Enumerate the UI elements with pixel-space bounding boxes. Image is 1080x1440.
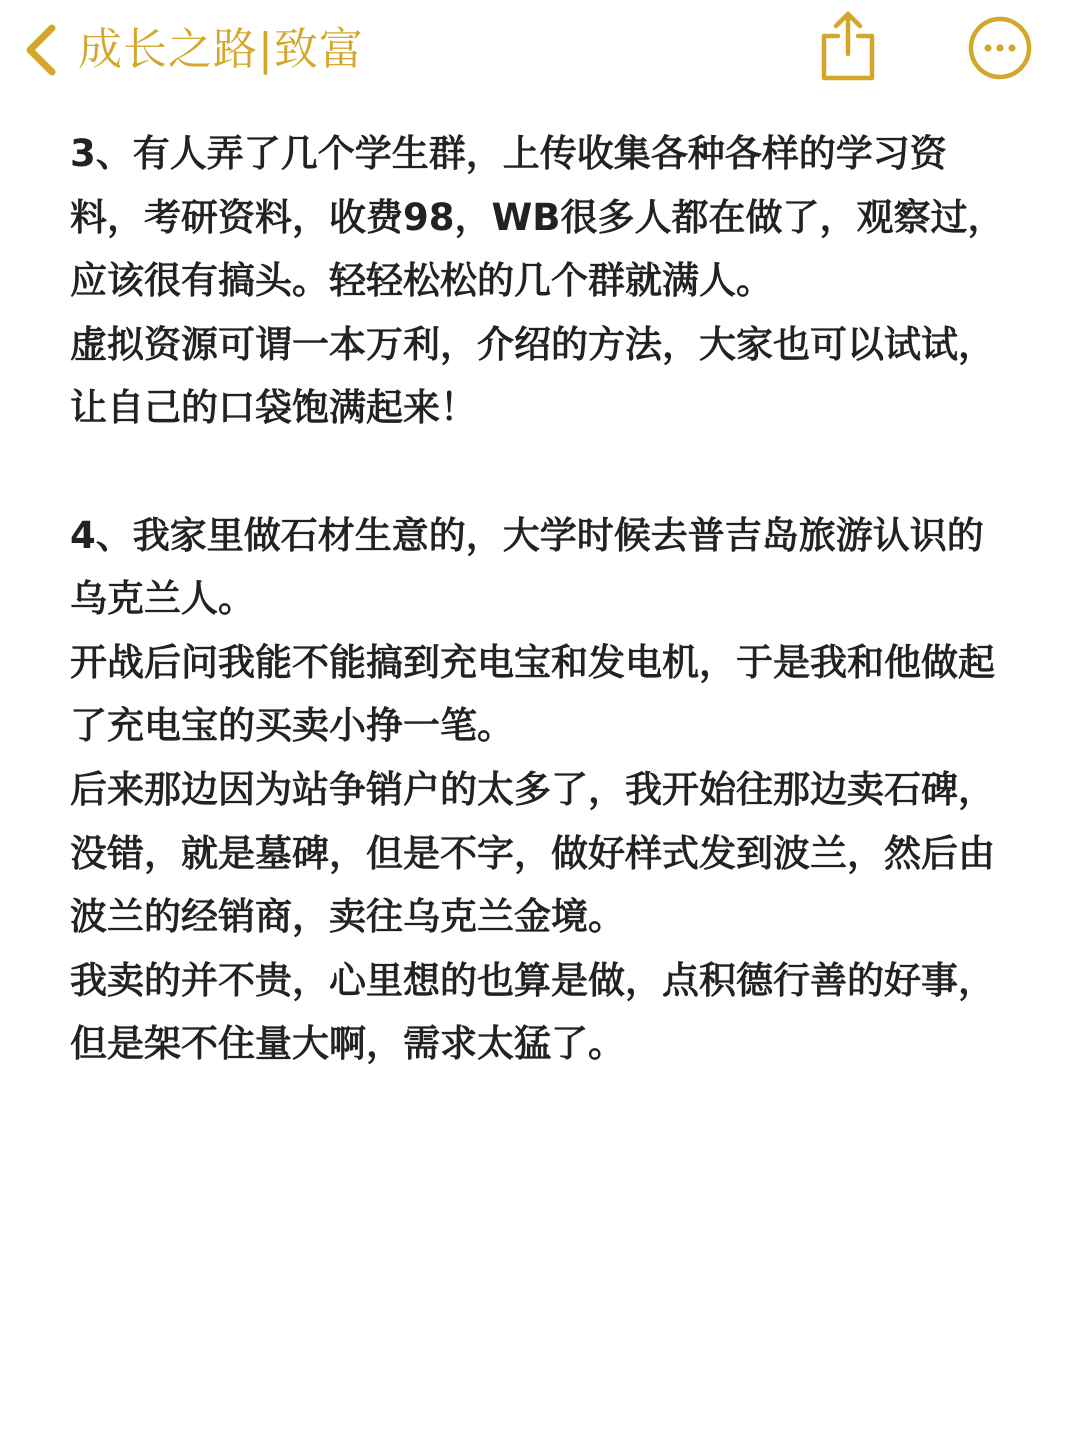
note-title: 成长之路|致富 — [78, 24, 364, 75]
share-icon — [812, 8, 884, 84]
note-body[interactable] — [70, 122, 1020, 1076]
share-button[interactable] — [812, 8, 884, 84]
more-icon — [966, 14, 1034, 82]
paragraph-6: 我卖的并不贵，心里想的也算是做，点积德行善的好事，但是架不住量大啊，需求太猛了。 — [70, 958, 995, 1066]
paragraph-4: 开战后问我能不能搞到充电宝和发电机，于是我和他做起了充电宝的买卖小挣一笔。 — [70, 640, 995, 748]
chevron-left-icon — [18, 20, 64, 80]
paragraph-3: 4、我家里做石材生意的，大学时候去普吉岛旅游认识的乌克兰人。 — [70, 513, 984, 621]
more-button[interactable] — [966, 14, 1034, 82]
back-button[interactable] — [18, 14, 364, 86]
paragraph-5: 后来那边因为站争销户的太多了，我开始往那边卖石碑，没错，就是墓碑，但是不字，做好样式发到波兰，然后由波兰的经销商，卖往乌克兰金境。 — [70, 767, 995, 939]
paragraph-1: 3、有人弄了几个学生群，上传收集各种各样的学习资料，考研资料，收费98，WB很多人都在做了，观察过，应该很有搞头。轻轻松松的几个群就满人。 — [70, 132, 1005, 303]
blank-line — [70, 440, 1020, 504]
nav-bar — [0, 0, 1080, 100]
paragraph-2: 虚拟资源可谓一本万利，介绍的方法，大家也可以试试，让自己的口袋饱满起来！ — [70, 322, 995, 430]
